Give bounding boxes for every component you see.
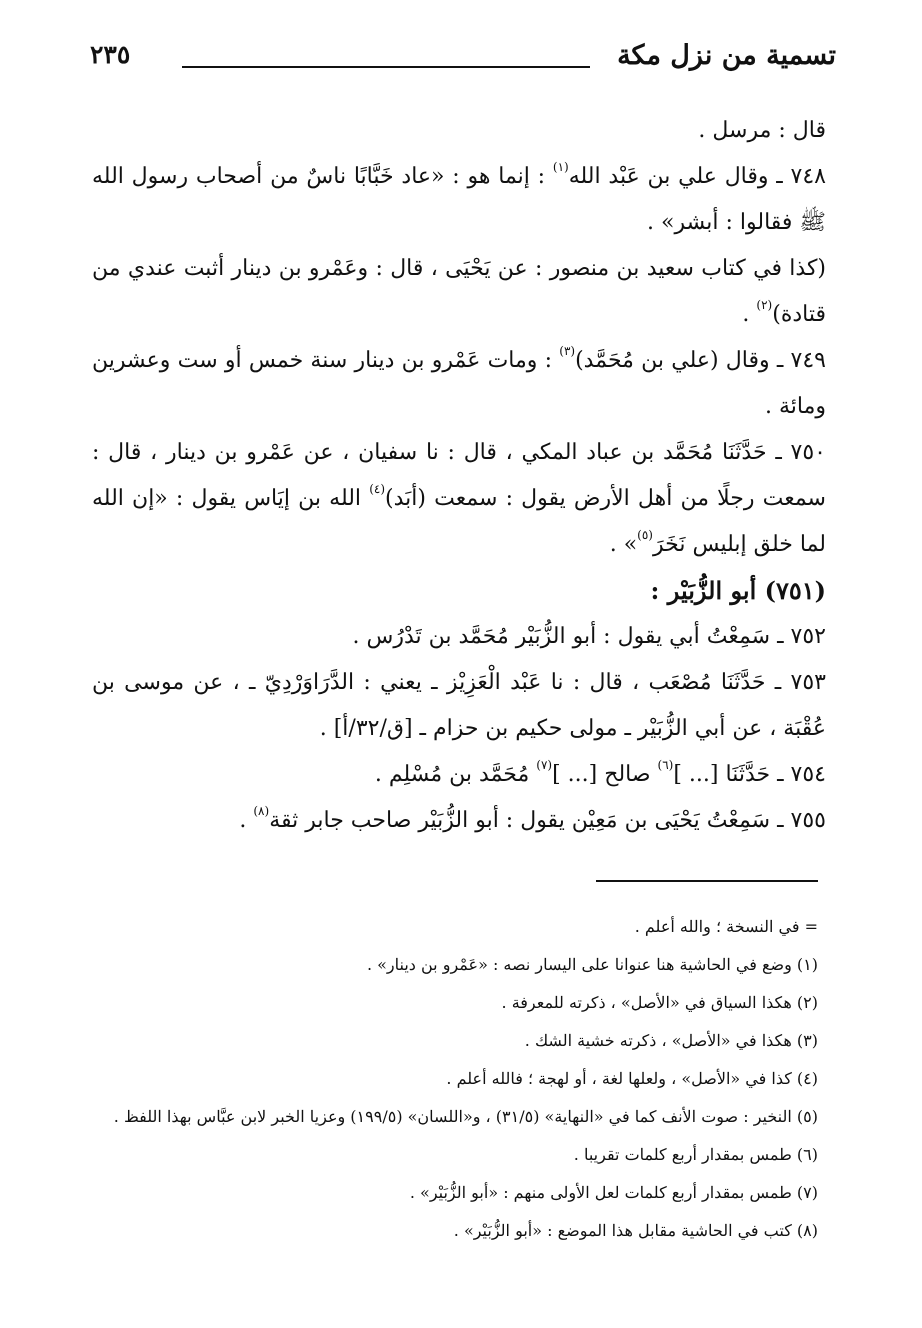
entry-754-text: ٧٥٤ ـ حَدَّثَنَا [... ]	[673, 762, 826, 787]
running-header	[90, 40, 836, 90]
page-number: ٢٣٥	[90, 40, 131, 69]
entry-752: ٧٥٢ ـ سَمِعْتُ أبي يقول : أبو الزُّبَيْر مُحَمَّد بن تَدْرُس .	[352, 624, 826, 649]
footnote-ref-1: (١)	[552, 160, 569, 174]
footnote-2: (٢) هكذا السياق في «الأصل» ، ذكرته للمعرفة .	[501, 993, 818, 1012]
entry-755	[92, 798, 826, 844]
entry-750-end: » .	[609, 532, 638, 557]
footnote-continuation: = في النسخة ؛ والله أعلم .	[634, 917, 818, 936]
entry-750-mid: الله بن إيَاس يقول : «إن الله لما خلق إبليس نَخَرَ	[92, 486, 826, 557]
entry-750-text: ٧٥٠ ـ حَدَّثَنَا مُحَمَّد بن عباد المكي ، قال : نا سفيان ، عن عَمْرو بن دينار ، قال : سمعت رجلًا من أهل الأرض يقول : سمعت (أبَد)	[92, 440, 826, 511]
footnote-ref-7: (٧)	[536, 758, 553, 772]
footnote-separator	[596, 880, 818, 882]
note-748-end: .	[742, 302, 757, 327]
footnote-5: (٥) النخير : صوت الأنف كما في «النهاية» (٣١/٥) ، و«اللسان» (١٩٩/٥) وعزيا الخبر لابن عبَّاس بهذا اللفظ .	[113, 1107, 818, 1126]
footnote-ref-4: (٤)	[369, 482, 386, 496]
entry-748-rest: : إنما هو : «عاد خَبَّابًا ناسٌ من أصحاب رسول الله ﷺ فقالوا : أبشر» .	[92, 164, 826, 235]
entry-753: ٧٥٣ ـ حَدَّثَنَا مُصْعَب ، قال : نا عَبْد الْعَزِيْز ـ يعني : الدَّرَاوَرْدِيّ ـ ، عن موسى بن عُقْبَة ، عن أبي الزُّبَيْر ـ مولى حكيم بن حزام ـ [ق/٣٢/أ] .	[92, 670, 826, 741]
entry-754-mid: صالح [... ]	[552, 762, 658, 787]
footnote-1: (١) وضع في الحاشية هنا عنوانا على اليسار نصه : «عَمْرو بن دينار» .	[366, 955, 818, 974]
footnote-3: (٣) هكذا في «الأصل» ، ذكرته خشية الشك .	[524, 1031, 818, 1050]
header-rule	[182, 66, 590, 68]
heading-751: (٧٥١) أبو الزُّبَيْر :	[650, 576, 826, 605]
footnote-ref-5: (٥)	[637, 528, 653, 542]
footnotes	[82, 908, 818, 1250]
footnote-7: (٧) طمس بمقدار أربع كلمات لعل الأولى منهم : «أبو الزُّبَيْر» .	[409, 1183, 818, 1202]
entry-754	[92, 752, 826, 798]
entry-754-end: مُحَمَّد بن مُسْلِم .	[374, 762, 537, 787]
text-line-mursal: قال : مرسل .	[698, 118, 826, 143]
entry-748	[92, 154, 826, 246]
entry-749	[92, 338, 826, 430]
footnote-ref-6: (٦)	[657, 758, 674, 772]
footnote-ref-2: (٢)	[756, 298, 773, 312]
entry-748-text: ٧٤٨ ـ وقال علي بن عَبْد الله	[568, 164, 826, 189]
entry-755-end: .	[239, 808, 254, 833]
main-text	[92, 108, 826, 844]
entry-749-rest: : ومات عَمْرو بن دينار سنة خمس أو ست وعشرين ومائة .	[92, 348, 826, 419]
entry-749-text: ٧٤٩ ـ وقال (علي بن مُحَمَّد)	[575, 348, 826, 373]
entry-750	[92, 430, 826, 568]
footnote-ref-8: (٨)	[253, 804, 270, 818]
footnote-ref-3: (٣)	[559, 344, 576, 358]
footnote-6: (٦) طمس بمقدار أربع كلمات تقريبا .	[573, 1145, 818, 1164]
note-748-text: (كذا في كتاب سعيد بن منصور : عن يَحْيَى ، قال : وعَمْرو بن دينار أثبت عندي من قتادة)	[92, 256, 826, 327]
running-title: تسمية من نزل مكة	[617, 40, 836, 71]
footnote-8: (٨) كتب في الحاشية مقابل هذا الموضع : «أبو الزُّبَيْر» .	[453, 1221, 818, 1240]
footnote-4: (٤) كذا في «الأصل» ، ولعلها لغة ، أو لهجة ؛ فالله أعلم .	[446, 1069, 818, 1088]
note-748	[92, 246, 826, 338]
entry-755-text: ٧٥٥ ـ سَمِعْتُ يَحْيَى بن مَعِيْن يقول : أبو الزُّبَيْر صاحب جابر ثقة	[269, 808, 826, 833]
